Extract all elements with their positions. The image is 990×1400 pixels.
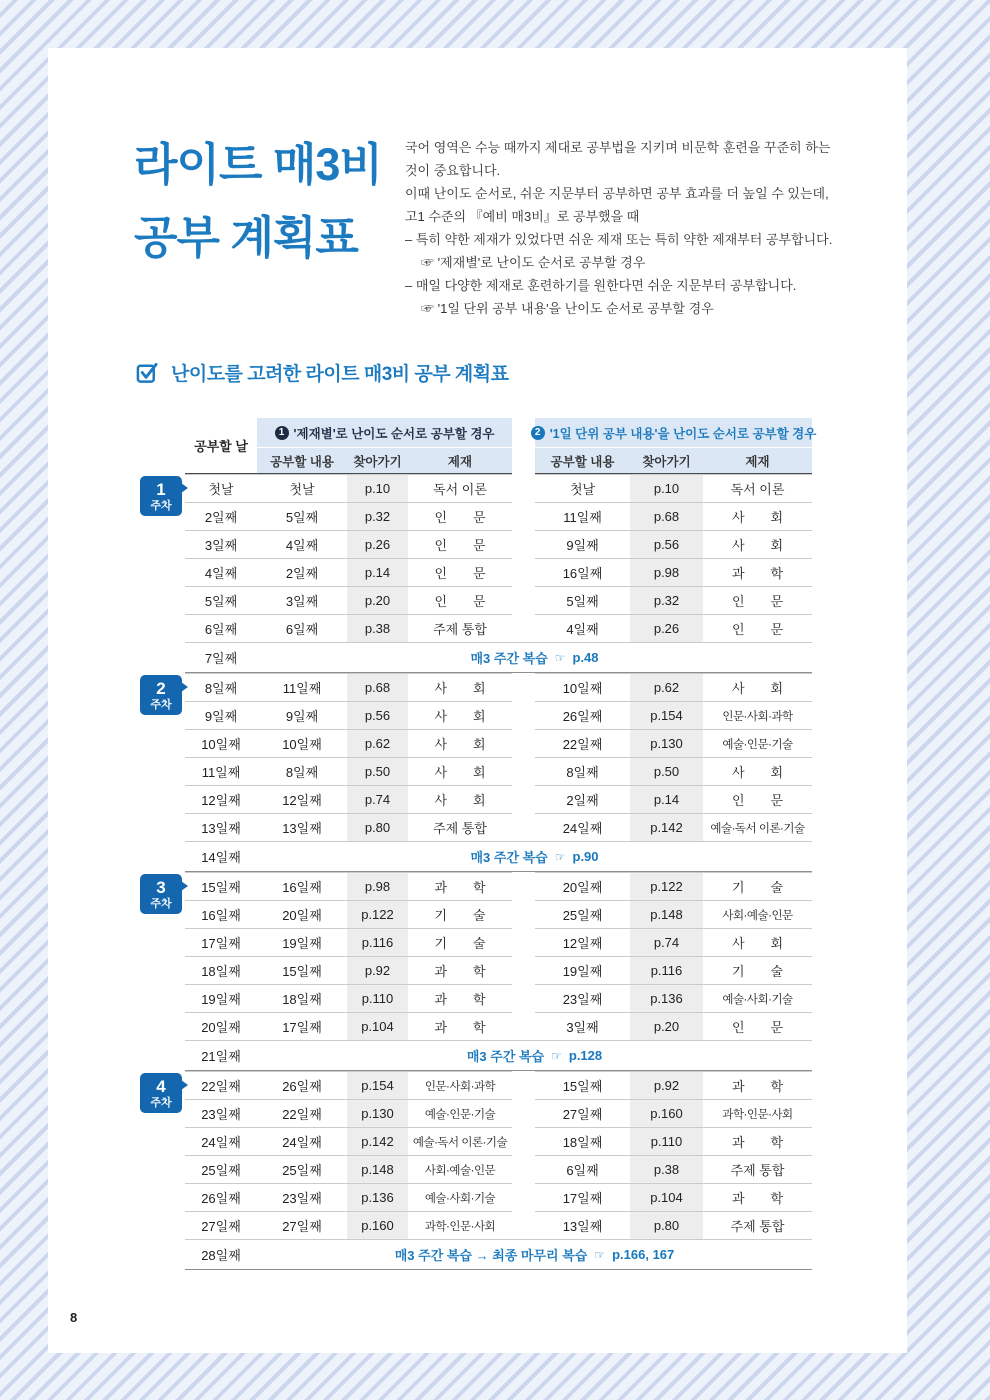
- group1-title: [257, 418, 512, 448]
- cell-g2-page: p.160: [630, 1099, 703, 1127]
- cell-g2-subject: 사 회: [703, 530, 812, 558]
- cell-g1-content: 10일째: [257, 729, 347, 757]
- cell-g2-content: 10일째: [535, 673, 630, 701]
- cell-g1-subject: 독서 이론: [408, 474, 512, 502]
- gap: [512, 1071, 535, 1099]
- review-label: 매3 주간 복습: [470, 850, 548, 865]
- cell-g2-page: p.104: [630, 1183, 703, 1211]
- header-gap: [512, 418, 535, 475]
- intro-line: – 매일 다양한 제재로 훈련하기를 원한다면 쉬운 지문부터 공부합니다.: [405, 278, 797, 293]
- cell-g2-subject: 사 회: [703, 502, 812, 530]
- cell-g2-subject: 주제 통합: [703, 1211, 812, 1239]
- cell-g2-subject: 사 회: [703, 928, 812, 956]
- cell-g2-page: p.26: [630, 614, 703, 642]
- review-label: 매3 주간 복습 → 최종 마무리 복습: [394, 1248, 588, 1263]
- cell-g1-subject: 사 회: [408, 673, 512, 701]
- gap: [512, 586, 535, 614]
- gap: [512, 502, 535, 530]
- gap: [512, 984, 535, 1012]
- cell-g2-subject: 사 회: [703, 757, 812, 785]
- week-badge: [140, 874, 182, 914]
- table-row: [185, 530, 812, 558]
- cell-g1-subject: 과학·인문·사회: [408, 1211, 512, 1239]
- cell-g1-page: p.38: [347, 614, 408, 642]
- cell-g2-subject: 과 학: [703, 558, 812, 586]
- pointer-finger-icon: ☞: [554, 650, 566, 665]
- week-block: [150, 673, 812, 872]
- cell-g1-content: 9일째: [257, 701, 347, 729]
- cell-g1-page: p.142: [347, 1127, 408, 1155]
- table-row: [185, 729, 812, 757]
- cell-g1-page: p.122: [347, 900, 408, 928]
- cell-g1-content: 27일째: [257, 1211, 347, 1239]
- gap: [512, 558, 535, 586]
- cell-g1-page: p.62: [347, 729, 408, 757]
- table-row: [185, 900, 812, 928]
- group2-title-text: '1일 단위 공부 내용'을 난이도 순서로 공부할 경우: [549, 426, 817, 441]
- cell-day: 14일째: [185, 841, 257, 871]
- cell-g1-content: 20일째: [257, 900, 347, 928]
- cell-g1-subject: 주제 통합: [408, 813, 512, 841]
- cell-g1-page: p.74: [347, 785, 408, 813]
- cell-g1-subject: 예술·인문·기술: [408, 1099, 512, 1127]
- cell-g2-subject: 과 학: [703, 1071, 812, 1099]
- cell-g1-subject: 사 회: [408, 729, 512, 757]
- cell-g2-content: 12일째: [535, 928, 630, 956]
- cell-g1-subject: 기 술: [408, 928, 512, 956]
- cell-g2-subject: 인 문: [703, 785, 812, 813]
- gap: [512, 729, 535, 757]
- cell-g2-page: p.92: [630, 1071, 703, 1099]
- cell-g2-subject: 인문·사회·과학: [703, 701, 812, 729]
- gap: [512, 900, 535, 928]
- cell-g1-page: p.14: [347, 558, 408, 586]
- table-row: [185, 673, 812, 701]
- cell-g1-page: p.104: [347, 1012, 408, 1040]
- cell-g2-page: p.98: [630, 558, 703, 586]
- cell-g1-subject: 과 학: [408, 872, 512, 900]
- cell-g1-page: p.32: [347, 502, 408, 530]
- cell-day: 23일째: [185, 1099, 257, 1127]
- circled-number-2-icon: 2: [531, 426, 545, 440]
- cell-g2-content: 6일째: [535, 1155, 630, 1183]
- cell-g2-subject: 인 문: [703, 1012, 812, 1040]
- week-label: 주차: [150, 1096, 172, 1109]
- cell-g2-page: p.38: [630, 1155, 703, 1183]
- table-row: [185, 502, 812, 530]
- cell-day: 18일째: [185, 956, 257, 984]
- cell-g2-content: 20일째: [535, 872, 630, 900]
- cell-g2-page: p.148: [630, 900, 703, 928]
- review-text: [257, 642, 812, 672]
- cell-day: 3일째: [185, 530, 257, 558]
- cell-g2-page: p.130: [630, 729, 703, 757]
- gap: [512, 785, 535, 813]
- week-block: [150, 1071, 812, 1270]
- table-row: [185, 1099, 812, 1127]
- cell-g1-content: 6일째: [257, 614, 347, 642]
- cell-day: 26일째: [185, 1183, 257, 1211]
- table-row: [185, 1211, 812, 1239]
- week-badge: [140, 476, 182, 516]
- cell-day: 19일째: [185, 984, 257, 1012]
- cell-g1-subject: 인 문: [408, 558, 512, 586]
- cell-g2-page: p.32: [630, 586, 703, 614]
- cell-day: 6일째: [185, 614, 257, 642]
- cell-g2-content: 4일째: [535, 614, 630, 642]
- cell-g1-content: 25일째: [257, 1155, 347, 1183]
- cell-day: 27일째: [185, 1211, 257, 1239]
- gap: [512, 614, 535, 642]
- pointer-finger-icon: ☞: [551, 1048, 562, 1063]
- cell-g1-content: 3일째: [257, 586, 347, 614]
- page-title: [134, 128, 382, 274]
- cell-g1-subject: 과 학: [408, 1012, 512, 1040]
- review-row: [185, 841, 812, 871]
- pointer-finger-icon: ☞: [594, 1247, 606, 1262]
- table-row: [185, 1183, 812, 1211]
- gap: [512, 872, 535, 900]
- table-row: [185, 1012, 812, 1040]
- cell-g1-subject: 예술·독서 이론·기술: [408, 1127, 512, 1155]
- cell-g2-content: 8일째: [535, 757, 630, 785]
- cell-day: 4일째: [185, 558, 257, 586]
- group1-title-text: '제재별'로 난이도 순서로 공부할 경우: [293, 426, 495, 441]
- cell-g2-content: 9일째: [535, 530, 630, 558]
- table-row: [185, 474, 812, 502]
- cell-g2-subject: 사회·예술·인문: [703, 900, 812, 928]
- page-title-line2: 공부 계획표: [134, 212, 358, 263]
- page-title-line1: 라이트 매3비: [134, 139, 382, 190]
- cell-g1-subject: 사회·예술·인문: [408, 1155, 512, 1183]
- cell-day: 28일째: [185, 1239, 257, 1269]
- group2-subheaders: [535, 448, 812, 473]
- intro-line: ☞ '1일 단위 공부 내용'을 난이도 순서로 공부할 경우: [421, 301, 714, 316]
- cell-g2-content: 17일째: [535, 1183, 630, 1211]
- week-number: 2: [156, 678, 166, 698]
- intro-line: ☞ '제재별'로 난이도 순서로 공부할 경우: [421, 255, 646, 270]
- cell-g1-page: p.56: [347, 701, 408, 729]
- cell-g1-subject: 사 회: [408, 701, 512, 729]
- cell-g2-subject: 기 술: [703, 872, 812, 900]
- cell-g2-content: 26일째: [535, 701, 630, 729]
- cell-g1-content: 13일째: [257, 813, 347, 841]
- cell-g2-page: p.116: [630, 956, 703, 984]
- cell-g2-page: p.10: [630, 474, 703, 502]
- cell-g1-subject: 기 술: [408, 900, 512, 928]
- cell-g2-page: p.122: [630, 872, 703, 900]
- intro-paragraph: [405, 136, 855, 320]
- cell-g1-subject: 인 문: [408, 530, 512, 558]
- cell-g2-page: p.50: [630, 757, 703, 785]
- cell-day: 5일째: [185, 586, 257, 614]
- table-row: [185, 701, 812, 729]
- review-row: [185, 1239, 812, 1269]
- cell-g1-content: 11일째: [257, 673, 347, 701]
- cell-g1-subject: 주제 통합: [408, 614, 512, 642]
- cell-g2-content: 3일째: [535, 1012, 630, 1040]
- review-text: [257, 1239, 812, 1269]
- cell-g2-page: p.14: [630, 785, 703, 813]
- gap: [512, 757, 535, 785]
- cell-g2-page: p.142: [630, 813, 703, 841]
- document-page: [48, 48, 907, 1353]
- cell-g1-page: p.98: [347, 872, 408, 900]
- gap: [512, 1099, 535, 1127]
- cell-g2-subject: 기 술: [703, 956, 812, 984]
- gap: [512, 1183, 535, 1211]
- week-badge: [140, 1073, 182, 1113]
- cell-g1-content: 2일째: [257, 558, 347, 586]
- cell-g1-content: 24일째: [257, 1127, 347, 1155]
- group1-header: [257, 418, 512, 475]
- intro-line: – 특히 약한 제재가 있었다면 쉬운 제재 또는 특히 약한 제재부터 공부합니다.: [405, 232, 833, 247]
- cell-g2-page: p.20: [630, 1012, 703, 1040]
- review-text: [257, 841, 812, 871]
- cell-g2-content: 11일째: [535, 502, 630, 530]
- study-plan-table: [150, 418, 817, 1270]
- table-row: [185, 813, 812, 841]
- review-text: [257, 1040, 812, 1070]
- cell-g2-page: p.56: [630, 530, 703, 558]
- week-block: [150, 474, 812, 673]
- section-heading-text: 난이도를 고려한 라이트 매3비 공부 계획표: [171, 364, 509, 385]
- cell-g1-content: 5일째: [257, 502, 347, 530]
- gap: [512, 701, 535, 729]
- cell-g1-page: p.10: [347, 474, 408, 502]
- group1-subheaders: [257, 448, 512, 473]
- cell-day: 20일째: [185, 1012, 257, 1040]
- cell-day: 7일째: [185, 642, 257, 672]
- gap: [512, 530, 535, 558]
- week-badge: [140, 675, 182, 715]
- cell-g1-page: p.26: [347, 530, 408, 558]
- table-row: [185, 1071, 812, 1099]
- week-label: 주차: [150, 897, 172, 910]
- cell-g1-content: 19일째: [257, 928, 347, 956]
- cell-g1-page: p.116: [347, 928, 408, 956]
- table-row: [185, 614, 812, 642]
- cell-g1-page: p.92: [347, 956, 408, 984]
- cell-g1-page: p.110: [347, 984, 408, 1012]
- table-row: [185, 1127, 812, 1155]
- cell-g1-subject: 인 문: [408, 586, 512, 614]
- cell-g2-subject: 인 문: [703, 614, 812, 642]
- cell-day: 25일째: [185, 1155, 257, 1183]
- cell-g2-content: 22일째: [535, 729, 630, 757]
- cell-day: 8일째: [185, 673, 257, 701]
- review-page-ref: p.90: [572, 849, 599, 864]
- cell-g2-content: 15일째: [535, 1071, 630, 1099]
- week-number: 3: [156, 877, 166, 897]
- cell-g2-subject: 예술·사회·기술: [703, 984, 812, 1012]
- group2-header: [534, 418, 817, 475]
- cell-g1-content: 4일째: [257, 530, 347, 558]
- cell-g2-subject: 예술·인문·기술: [703, 729, 812, 757]
- cell-g1-content: 15일째: [257, 956, 347, 984]
- cell-g1-subject: 예술·사회·기술: [408, 1183, 512, 1211]
- cell-day: 2일째: [185, 502, 257, 530]
- cell-g2-page: p.110: [630, 1127, 703, 1155]
- cell-g2-page: p.62: [630, 673, 703, 701]
- cell-g1-page: p.160: [347, 1211, 408, 1239]
- cell-g1-content: 첫날: [257, 474, 347, 502]
- cell-g2-content: 첫날: [535, 474, 630, 502]
- table-row: [185, 984, 812, 1012]
- cell-g2-content: 25일째: [535, 900, 630, 928]
- group1-col-subject: 제재: [447, 454, 473, 469]
- cell-g1-page: p.136: [347, 1183, 408, 1211]
- cell-g2-content: 24일째: [535, 813, 630, 841]
- cell-g1-page: p.148: [347, 1155, 408, 1183]
- gap: [512, 956, 535, 984]
- intro-line: 국어 영역은 수능 때까지 제대로 공부법을 지키며 비문학 훈련을 꾸준히 하는: [405, 140, 831, 155]
- table-header: [185, 418, 817, 474]
- cell-g2-subject: 예술·독서 이론·기술: [703, 813, 812, 841]
- review-row: [185, 1040, 812, 1070]
- group1-col-page: 찾아가기: [353, 454, 402, 469]
- week-label: 주차: [150, 698, 172, 711]
- cell-g2-subject: 과 학: [703, 1127, 812, 1155]
- cell-day: 15일째: [185, 872, 257, 900]
- cell-g2-subject: 사 회: [703, 673, 812, 701]
- cell-day: 16일째: [185, 900, 257, 928]
- cell-g1-subject: 과 학: [408, 984, 512, 1012]
- review-label: 매3 주간 복습: [470, 651, 548, 666]
- gap: [512, 928, 535, 956]
- group2-col-subject: 제재: [745, 454, 770, 469]
- cell-g2-content: 13일째: [535, 1211, 630, 1239]
- cell-g2-content: 27일째: [535, 1099, 630, 1127]
- cell-day: 24일째: [185, 1127, 257, 1155]
- table-row: [185, 1155, 812, 1183]
- week-number: 1: [156, 479, 166, 499]
- group2-title: [534, 418, 817, 448]
- gap: [512, 673, 535, 701]
- cell-g2-page: p.74: [630, 928, 703, 956]
- cell-g2-content: 19일째: [535, 956, 630, 984]
- table-row: [185, 872, 812, 900]
- cell-day: 12일째: [185, 785, 257, 813]
- cell-g2-content: 16일째: [535, 558, 630, 586]
- table-row: [185, 785, 812, 813]
- gap: [512, 474, 535, 502]
- review-page-ref: p.166, 167: [612, 1247, 675, 1262]
- cell-g1-subject: 인 문: [408, 502, 512, 530]
- cell-g1-subject: 인문·사회·과학: [408, 1071, 512, 1099]
- table-row: [185, 757, 812, 785]
- cell-g1-subject: 사 회: [408, 757, 512, 785]
- review-label: 매3 주간 복습: [466, 1049, 545, 1064]
- cell-g1-page: p.20: [347, 586, 408, 614]
- review-page-ref: p.128: [568, 1048, 603, 1063]
- intro-line: 고1 수준의 『예비 매3비』로 공부했을 때: [405, 209, 640, 224]
- week-label: 주차: [150, 499, 172, 512]
- cell-g1-content: 26일째: [257, 1071, 347, 1099]
- cell-g1-content: 22일째: [257, 1099, 347, 1127]
- checkbox-check-icon: [136, 361, 159, 384]
- table-row: [185, 956, 812, 984]
- cell-g2-content: 18일째: [535, 1127, 630, 1155]
- table-row: [185, 586, 812, 614]
- circled-number-1-icon: 1: [275, 426, 289, 440]
- intro-line: 것이 중요합니다.: [405, 163, 501, 178]
- cell-g1-page: p.68: [347, 673, 408, 701]
- gap: [512, 1211, 535, 1239]
- review-row: [185, 642, 812, 672]
- cell-g2-subject: 주제 통합: [703, 1155, 812, 1183]
- cell-g1-subject: 과 학: [408, 956, 512, 984]
- cell-day: 11일째: [185, 757, 257, 785]
- cell-g1-content: 16일째: [257, 872, 347, 900]
- cell-g2-page: p.136: [630, 984, 703, 1012]
- cell-g2-subject: 과학·인문·사회: [703, 1099, 812, 1127]
- cell-day: 10일째: [185, 729, 257, 757]
- section-heading: [136, 359, 508, 386]
- cell-g1-page: p.154: [347, 1071, 408, 1099]
- cell-g2-content: 2일째: [535, 785, 630, 813]
- week-block: [150, 872, 812, 1071]
- cell-g2-subject: 과 학: [703, 1183, 812, 1211]
- cell-g1-content: 23일째: [257, 1183, 347, 1211]
- cell-day: 17일째: [185, 928, 257, 956]
- group1-col-content: 공부할 내용: [270, 454, 334, 469]
- cell-g1-content: 17일째: [257, 1012, 347, 1040]
- cell-g2-page: p.80: [630, 1211, 703, 1239]
- cell-g2-content: 5일째: [535, 586, 630, 614]
- group2-col-content: 공부할 내용: [550, 454, 615, 469]
- cell-day: 첫날: [185, 474, 257, 502]
- cell-g1-page: p.130: [347, 1099, 408, 1127]
- gap: [512, 1127, 535, 1155]
- table-row: [185, 928, 812, 956]
- cell-day: 22일째: [185, 1071, 257, 1099]
- cell-g1-content: 12일째: [257, 785, 347, 813]
- cell-day: 13일째: [185, 813, 257, 841]
- cell-g2-page: p.68: [630, 502, 703, 530]
- column-header-day: 공부할 날: [185, 418, 257, 475]
- cell-day: 21일째: [185, 1040, 257, 1070]
- week-number: 4: [156, 1076, 166, 1096]
- gap: [512, 1012, 535, 1040]
- cell-g2-content: 23일째: [535, 984, 630, 1012]
- cell-g2-page: p.154: [630, 701, 703, 729]
- review-page-ref: p.48: [572, 650, 599, 665]
- group2-col-page: 찾아가기: [642, 454, 691, 469]
- cell-g1-page: p.50: [347, 757, 408, 785]
- intro-line: 이때 난이도 순서로, 쉬운 지문부터 공부하면 공부 효과를 더 높일 수 있는데,: [405, 186, 829, 201]
- page-number: 8: [70, 1310, 78, 1325]
- gap: [512, 813, 535, 841]
- gap: [512, 1155, 535, 1183]
- cell-g1-content: 18일째: [257, 984, 347, 1012]
- table-row: [185, 558, 812, 586]
- cell-g1-subject: 사 회: [408, 785, 512, 813]
- pointer-finger-icon: ☞: [554, 849, 566, 864]
- cell-g1-page: p.80: [347, 813, 408, 841]
- cell-g2-subject: 인 문: [703, 586, 812, 614]
- cell-g1-content: 8일째: [257, 757, 347, 785]
- cell-g2-subject: 독서 이론: [703, 474, 812, 502]
- table-body: [150, 474, 812, 1270]
- cell-day: 9일째: [185, 701, 257, 729]
